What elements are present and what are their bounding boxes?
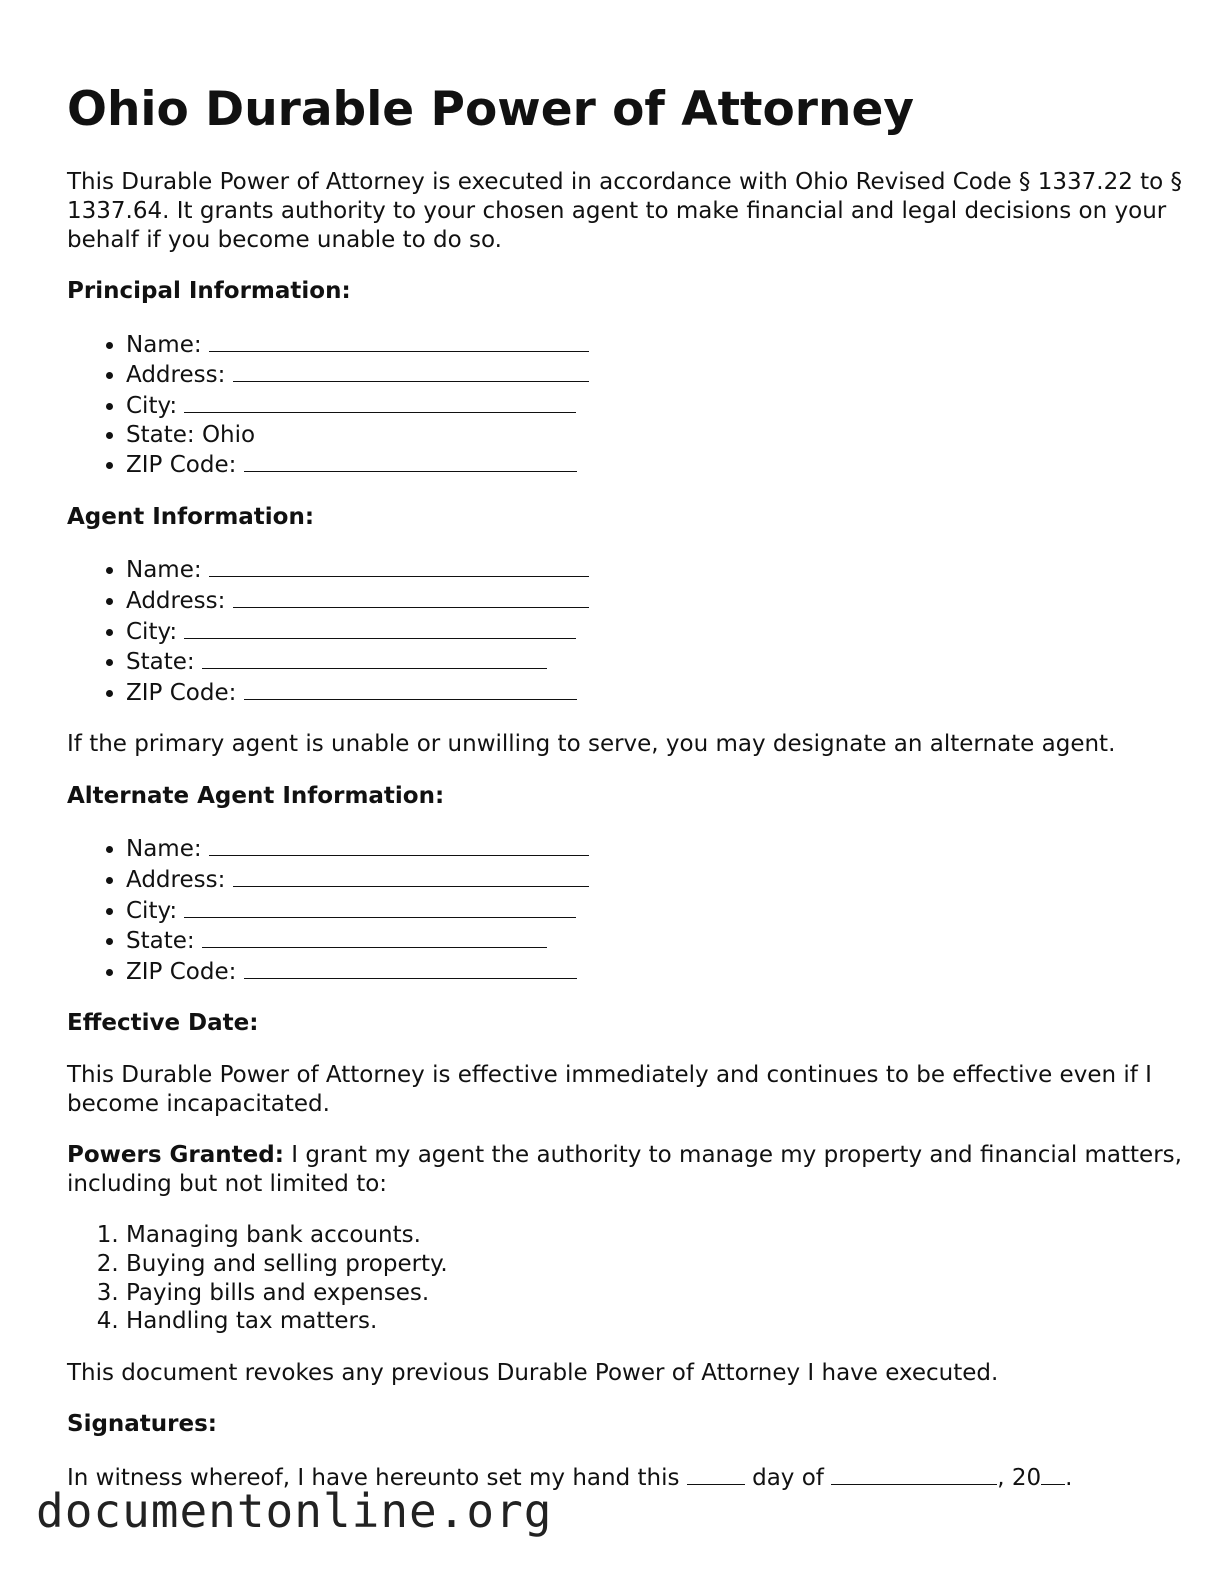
alternate-note: If the primary agent is unable or unwilling to serve, you may designate an alternate agent. <box>67 731 1116 758</box>
principal-city-field: • City: <box>126 390 1187 421</box>
list-item: 2. Buying and selling property. <box>126 1250 1187 1279</box>
agent-zip-blank[interactable] <box>244 677 577 700</box>
agent-name-field: • Name: <box>126 554 1187 585</box>
day-blank[interactable] <box>687 1462 745 1485</box>
alternate-address-blank[interactable] <box>233 864 589 887</box>
agent-address-blank[interactable] <box>233 585 589 608</box>
agent-state-field: • State: <box>126 646 1187 677</box>
agent-state-blank[interactable] <box>202 646 547 669</box>
principal-city-blank[interactable] <box>184 390 576 413</box>
principal-name-field: • Name: <box>126 329 1187 360</box>
principal-fields <box>67 329 1187 480</box>
alternate-fields <box>67 833 1187 986</box>
principal-address-blank[interactable] <box>233 359 589 382</box>
revocation-text: This document revokes any previous Durable Power of Attorney I have executed. <box>67 1359 999 1386</box>
watermark: documentonline.org <box>36 1484 553 1538</box>
principal-heading: Principal Information: <box>67 278 351 305</box>
agent-fields <box>67 554 1187 707</box>
effective-text: This Durable Power of Attorney is effective immediately and continues to be effective even if I become incapacitated. <box>67 1062 1152 1117</box>
page-title: Ohio Durable Power of Attorney <box>67 82 914 137</box>
agent-heading: Agent Information: <box>67 503 315 530</box>
alternate-state-blank[interactable] <box>202 925 547 948</box>
alternate-city-blank[interactable] <box>184 895 576 918</box>
powers-text: I grant my agent the authority to manage my property and financial matters, including but not limited to: <box>67 1142 1182 1197</box>
alternate-zip-blank[interactable] <box>244 956 577 979</box>
alternate-state-field: • State: <box>126 925 1187 956</box>
agent-address-field: • Address: <box>126 585 1187 616</box>
alternate-city-field: • City: <box>126 895 1187 926</box>
principal-zip-field: • ZIP Code: <box>126 449 1187 480</box>
alternate-address-field: • Address: <box>126 864 1187 895</box>
list-item: 3. Paying bills and expenses. <box>126 1279 1187 1308</box>
agent-city-blank[interactable] <box>184 616 576 639</box>
powers-list <box>67 1221 1187 1335</box>
alternate-zip-field: • ZIP Code: <box>126 956 1187 987</box>
agent-name-blank[interactable] <box>209 554 589 577</box>
agent-city-field: • City: <box>126 616 1187 647</box>
year-blank[interactable] <box>1041 1462 1065 1485</box>
powers-paragraph <box>67 1141 1187 1198</box>
alternate-name-blank[interactable] <box>209 833 589 856</box>
list-item: 4. Handling tax matters. <box>126 1307 1187 1336</box>
principal-name-blank[interactable] <box>209 329 589 352</box>
alternate-heading: Alternate Agent Information: <box>67 782 445 809</box>
principal-state-field: • State: Ohio <box>126 421 1187 450</box>
document-page <box>67 82 1187 1516</box>
signatures-heading: Signatures: <box>67 1411 218 1438</box>
intro-paragraph: This Durable Power of Attorney is executed in accordance with Ohio Revised Code § 1337.22 to § 1337.64. It grants authority to your chosen agent to make financial and legal decisions on your behalf if you become unable to do so. <box>67 169 1183 253</box>
witness-line: In witness whereof, I have hereunto set my hand this day of , 20 . <box>67 1462 1187 1493</box>
agent-zip-field: • ZIP Code: <box>126 677 1187 708</box>
effective-heading: Effective Date: <box>67 1010 259 1037</box>
alternate-name-field: • Name: <box>126 833 1187 864</box>
month-blank[interactable] <box>831 1462 997 1485</box>
principal-zip-blank[interactable] <box>244 449 577 472</box>
principal-address-field: • Address: <box>126 359 1187 390</box>
list-item: 1. Managing bank accounts. <box>126 1221 1187 1250</box>
powers-label: Powers Granted: <box>67 1142 284 1169</box>
